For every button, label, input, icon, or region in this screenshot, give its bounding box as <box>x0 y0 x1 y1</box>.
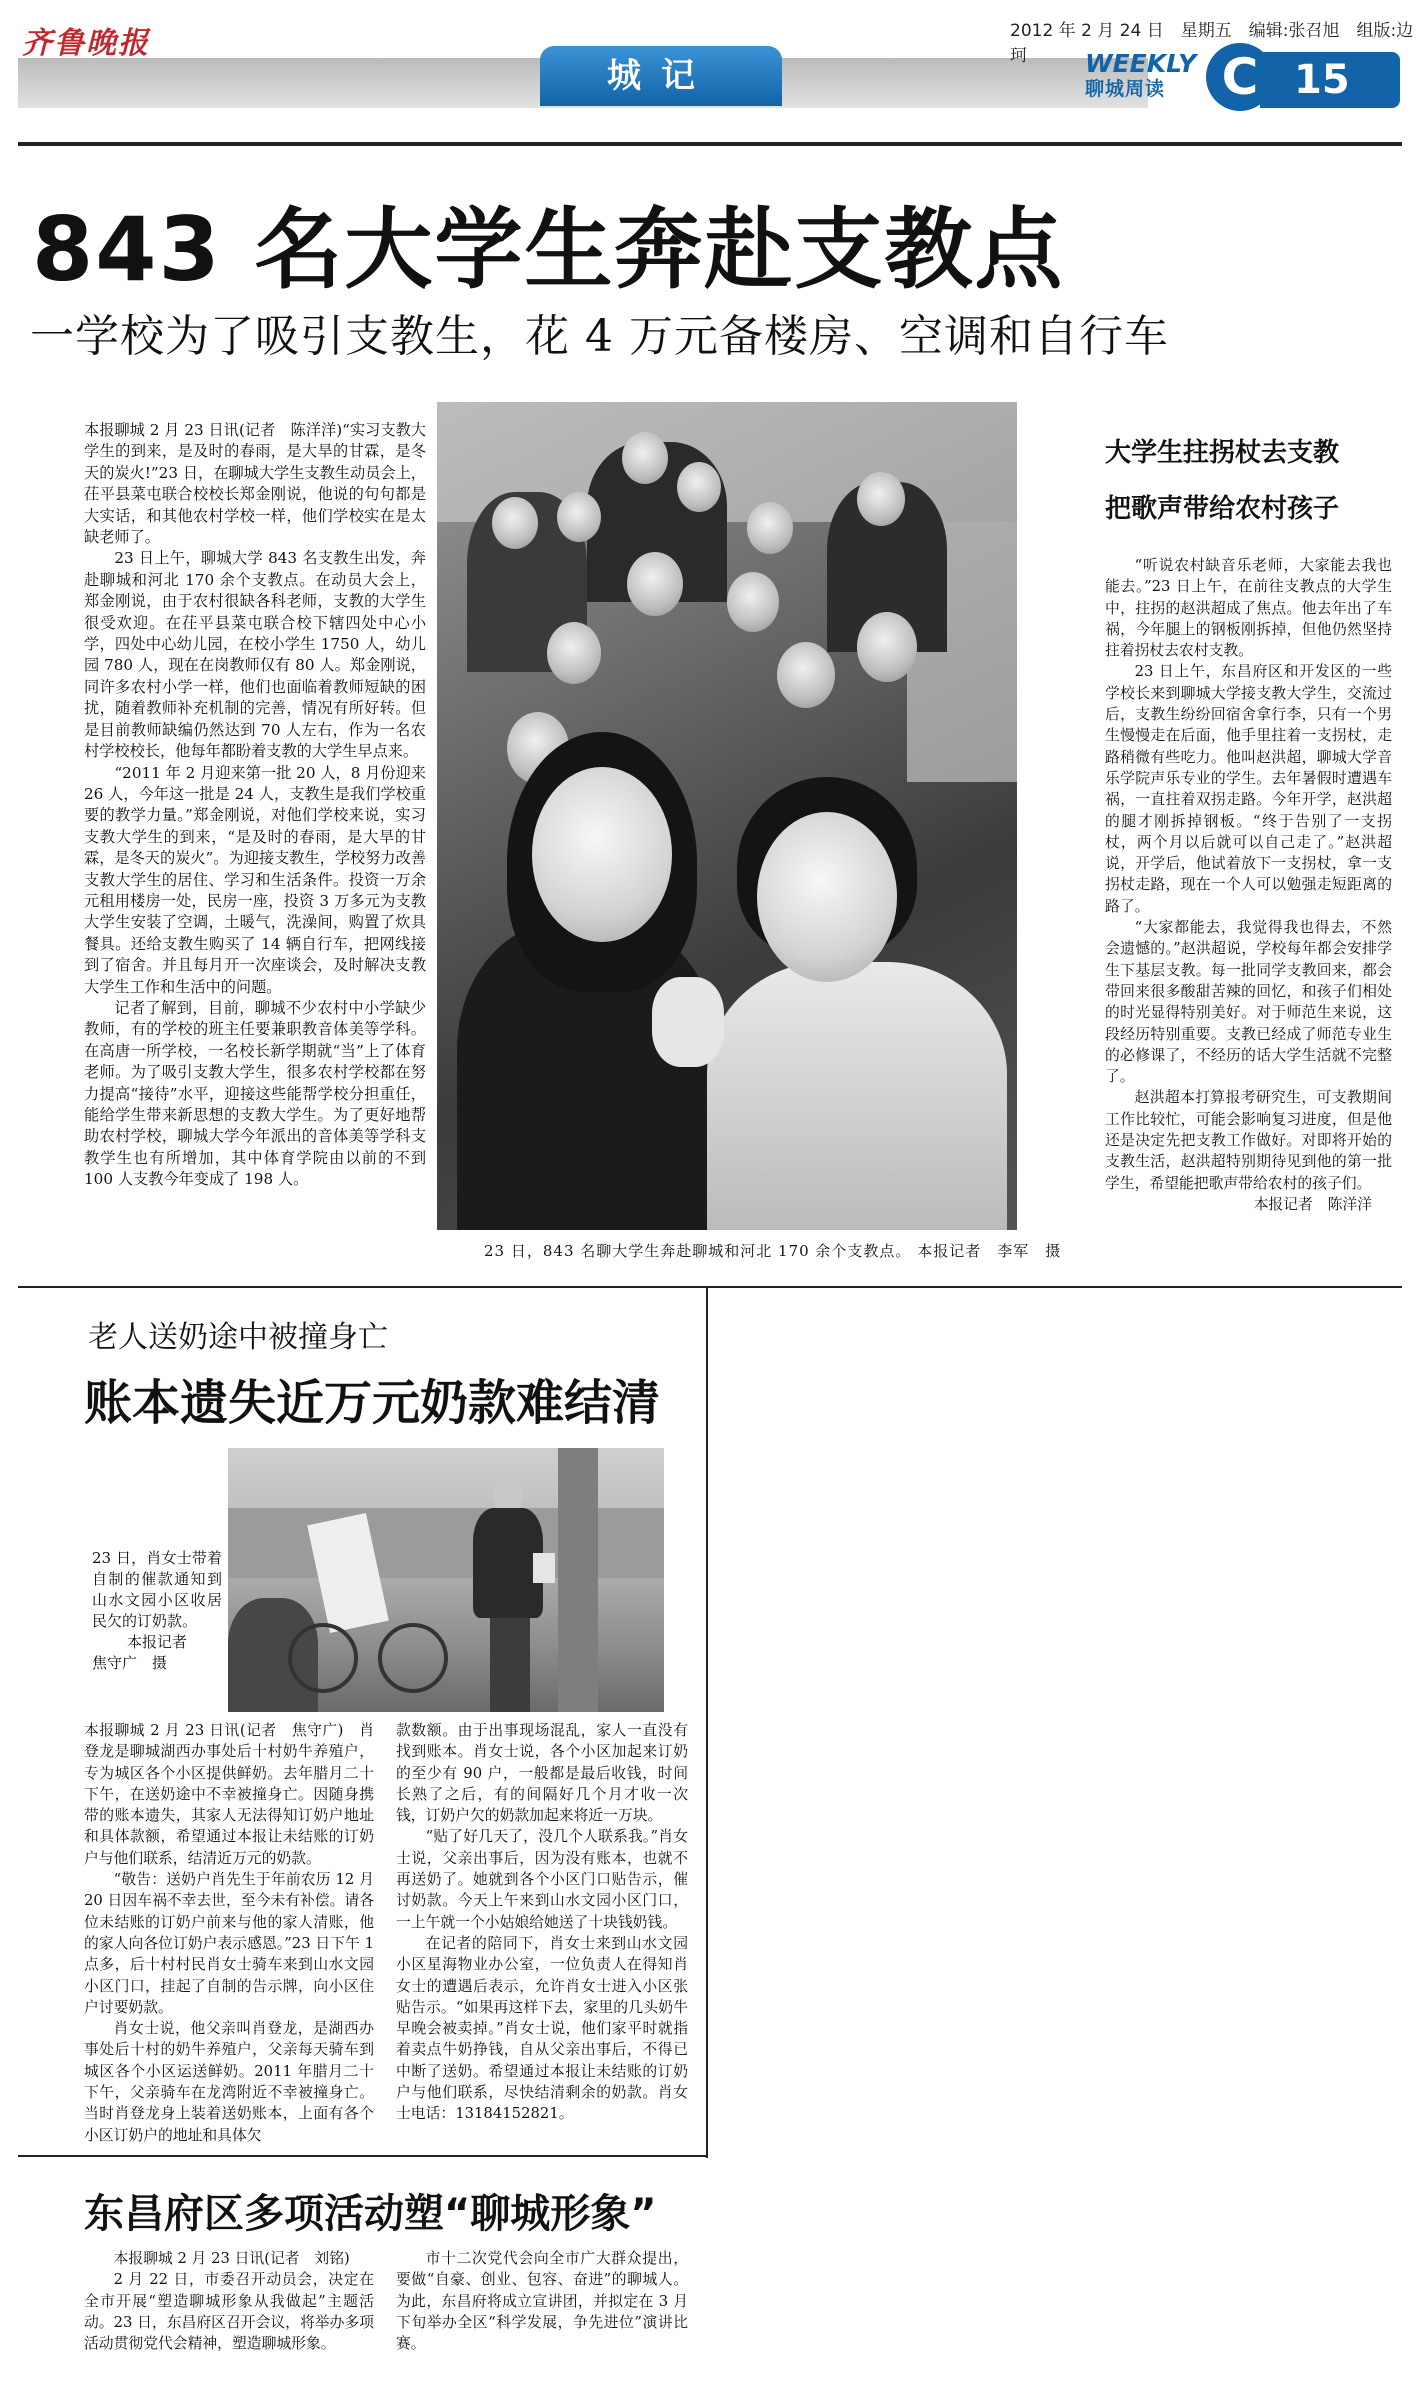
milk-paragraph: 款数额。由于出事现场混乱，家人一直没有找到账本。肖女士说，各个小区加起来订奶的至少有 90 户，一般都是最后收钱，时间长熟了之后，有的间隔好几个月才收一次钱，订奶户欠的奶款加起来将近一万块。 <box>396 1722 688 1825</box>
lead-paragraph: 记者了解到，目前，聊城不少农村中小学缺少教师，有的学校的班主任要兼职教音体美等学科。在高唐一所学校，一名校长新学期就“当”上了体育老师。为了吸引支教大学生，很多农村学校都在努力提高“接待”水平，迎接这些能帮学校分担重任，能给学生带来新思想的支教大学生。为了更好地帮助农村学校，聊城大学今年派出的音体美等学科支教学生也有所增加，其中体育学院由以前的不到 100 人支教今年变成了 198 人。 <box>84 998 426 1189</box>
milk-paragraph: 肖女士说，他父亲叫肖登龙，是湖西办事处后十村的奶牛养殖户，父亲每天骑车到城区各个小区运送鲜奶。2011 年腊月二十下午，父亲骑车在龙湾附近不幸被撞身亡。当时肖登龙身上装着送奶账本，上面有各个小区订奶户的地址和具体欠 <box>84 2020 374 2144</box>
side-paragraph: “听说农村缺音乐老师，大家能去我也能去。”23 日上午，在前往支教点的大学生中，拄拐的赵洪超成了焦点。他去年出了车祸，今年腿上的钢板刚拆掉，但他仍然坚持拄着拐杖去农村支教。 <box>1105 557 1392 660</box>
dcf-paragraph: 2 月 22 日，市委召开动员会，决定在全市开展“塑造聊城形象从我做起”主题活动。23 日，东昌府区召开会议，将举办多项活动贯彻党代会精神，塑造聊城形象。 <box>84 2271 374 2353</box>
side-paragraph: 23 日上午，东昌府区和开发区的一些学校长来到聊城大学接支教大学生，交流过后，支教生纷纷回宿舍拿行李，只有一个男生慢慢走在后面，他手里拄着一支拐杖，走路稍微有些吃力。他叫赵洪超，聊城大学音乐学院声乐专业的学生。去年暑假时遭遇车祸，一直拄着双拐走路。今年开学，赵洪超的腿才刚拆掉钢板。“终于告别了一支拐杖，两个月以后就可以自己走了。”赵洪超说，开学后，他试着放下一支拐杖，拿一支拐杖走路，现在一个人可以勉强走短距离的路了。 <box>1105 663 1392 915</box>
milk-col1 <box>84 1720 374 2146</box>
lead-subheadline: 一学校为了吸引支教生，花 4 万元备楼房、空调和自行车 <box>30 311 1169 362</box>
side-title-line2: 把歌声带给农村孩子 <box>1105 494 1340 524</box>
box-bottom-border <box>18 2155 708 2157</box>
lead-paragraph: 23 日上午，聊城大学 843 名支教生出发，奔赴聊城和河北 170 余个支教点。在动员大会上，郑金刚说，由于农村很缺各科老师，支教的大学生很受欢迎。在茌平县菜屯联合校下辖四处中心小学，四处中心幼儿园，在校小学生 1750 人，幼儿园 780 人，现在在岗教师仅有 80 人。郑金刚说，同许多农村小学一样，他们也面临着教师短缺的困扰，随着教师补充机制的完善，情况有所好转。但是目前教师缺编仍然达到 70 人左右，作为一名农村学校校长，他每年都盼着支教的大学生早点来。 <box>84 549 426 761</box>
lead-photo-caption: 23 日，843 名聊大学生奔赴聊城和河北 170 余个支教点。 本报记者 李军 摄 <box>484 1242 1062 1260</box>
dcf-headline: 东昌府区多项活动塑“聊城形象” <box>84 2191 657 2237</box>
weekly-cn: 聊城周读 <box>1085 78 1166 100</box>
milk-photo <box>228 1448 664 1712</box>
section-tab: 城记 <box>540 46 782 106</box>
side-title-line1: 大学生拄拐杖去支教 <box>1105 438 1340 468</box>
milk-headline: 账本遗失近万元奶款难结清 <box>84 1375 661 1431</box>
lead-headline: 843 名大学生奔赴支教点 <box>32 198 1065 301</box>
top-rule <box>18 142 1402 146</box>
box-top-border <box>18 1286 708 1288</box>
milk-paragraph: 在记者的陪同下，肖女士来到山水文园小区星海物业办公室，一位负责人在得知肖女士的遭遇后表示，允许肖女士进入小区张贴告示。“如果再这样下去，家里的几头奶牛早晚会被卖掉。”肖女士说，他们家平时就指着卖点牛奶挣钱，自从父亲出事后，不得已中断了送奶。希望通过本报让未结账的订奶户与他们联系，尽快结清剩余的奶款。肖女士电话：13184152821。 <box>396 1934 688 2123</box>
side-paragraph: 赵洪超本打算报考研究生，可支教期间工作比较忙，可能会影响复习进度，但是他还是决定先把支教工作做好。对即将开始的支教生活，赵洪超特别期待见到他的第一批学生，希望能把歌声带给农村的孩子们。 <box>1105 1089 1392 1192</box>
page-number: 15 <box>1260 52 1400 108</box>
weekly-label <box>1085 50 1196 100</box>
newspaper-logo: 齐鲁晚报 <box>22 26 150 61</box>
milk-photo-credit: 焦守广 摄 <box>92 1654 168 1672</box>
dcf-paragraph: 市十二次党代会向全市广大群众提出，要做“自豪、创业、包容、奋进”的聊城人。为此，东昌府将成立宣讲团，并拟定在 3 月下旬举办全区“科学发展，争先进位”演讲比赛。 <box>396 2250 688 2353</box>
issue-meta: 2012 年 2 月 24 日 星期五 编辑:张召旭 组版:边珂 <box>1010 21 1414 66</box>
side-body <box>1105 555 1392 1215</box>
section-letter: C <box>1206 43 1274 111</box>
weekly-en: WEEKLY <box>1085 49 1197 78</box>
milk-paragraph: “敬告：送奶户肖先生于年前农历 12 月 20 日因车祸不幸去世，至今未有补偿。请各位未结账的订奶户前来与他的家人清账，他的家人向各位订奶户表示感恩。”23 日下午 1 点多，后十村村民肖女士骑车来到山水文园小区门口，挂起了自制的告示牌，向小区住户讨要奶款。 <box>84 1871 374 2016</box>
box-right-border <box>706 1286 708 2158</box>
milk-photo-caption: 23 日，肖女士带着自制的催款通知到山水文园小区收居民欠的订奶款。 <box>92 1549 222 1630</box>
milk-photo-credit: 本报记者 <box>126 1633 187 1651</box>
lead-body <box>84 420 426 1191</box>
milk-paragraph: “贴了好几天了，没几个人联系我。”肖女士说，父亲出事后，因为没有账本，也就不再送奶了。她就到各个小区门口贴告示，催讨奶款。今天上午来到山水文园小区门口，一上午就一个小姑娘给她送了十块钱奶钱。 <box>396 1828 688 1931</box>
students-bus-photo <box>437 402 1017 1230</box>
dcf-col1 <box>84 2248 374 2354</box>
lead-paragraph: “2011 年 2 月迎来第一批 20 人，8 月份迎来 26 人，今年这一批是 24 人，支教生是我们学校重要的教学力量。”郑金刚说，对他们学校来说，实习支教大学生的到来，“是及时的春雨，是大旱的甘霖，是冬天的炭火”。为迎接支教生，学校努力改善支教大学生的居住、学习和生活条件。投资一万余元租用楼房一处，民房一座，投资 3 万多元为支教大学生安装了空调，土暖气，洗澡间，购置了炊具餐具。还给支教生购买了 14 辆自行车，把网线接到了宿舍。并且每月开一次座谈会，及时解决支教大学生工作和生活中的问题。 <box>84 763 426 996</box>
dcf-col2 <box>396 2248 688 2354</box>
milk-col2 <box>396 1720 688 2125</box>
side-paragraph: “大家都能去，我觉得我也得去，不然会遗憾的。”赵洪超说，学校每年都会安排学生下基层支教。每一批同学支教回来，都会带回来很多酸甜苦辣的回忆，和孩子们相处的时光显得特别美好。对于师范生来说，这段经历特别重要。支教已经成了师范专业生的必修课了，不经历的话大学生活就不完整了。 <box>1105 919 1392 1086</box>
side-byline: 本报记者 陈洋洋 <box>1253 1195 1372 1213</box>
milk-photo-caption-box <box>92 1548 222 1674</box>
box-step-border <box>706 1286 1402 1288</box>
milk-kicker: 老人送奶途中被撞身亡 <box>88 1320 388 1355</box>
lead-paragraph: 本报聊城 2 月 23 日讯(记者 陈洋洋)“实习支教大学生的到来，是及时的春雨，是大旱的甘霖，是冬天的炭火!”23 日，在聊城大学生支教生动员会上，茌平县菜屯联合校校长郑金刚说，他说的句句都是大实话，和其他农村学校一样，他们学校实在是太缺老师了。 <box>84 421 426 547</box>
milk-paragraph: 本报聊城 2 月 23 日讯(记者 焦守广) 肖登龙是聊城湖西办事处后十村奶牛养殖户，专为城区各个小区提供鲜奶。去年腊月二十下午，在送奶途中不幸被撞身亡。因随身携带的账本遗失，其家人无法得知订奶户地址和具体款额，希望通过本报让未结账的订奶户与他们联系，结清近万元的奶款。 <box>84 1722 374 1867</box>
dcf-paragraph: 本报聊城 2 月 23 日讯(记者 刘铭) <box>113 2250 350 2267</box>
